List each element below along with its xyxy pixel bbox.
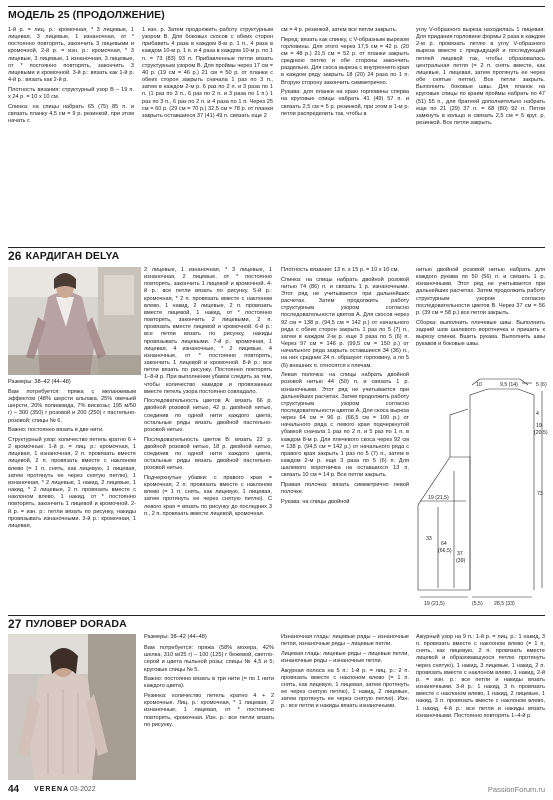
schema-label: 37 bbox=[457, 551, 463, 557]
paragraph: Спинка: на спицы набрать двойной розовой нитью 74 (86) п. и связать 1 р. изнаночными. Этот ряд не учитывается при дальнейших расчетах. Затем продолжить работу структурным узором согласно последовательности цветов А. Для скосов через 92 см = 138 р. (94,5 см = 142 р.) от начального ряда с обеих сторон закрыть 1 раз по 5 (7) п., затем в каждом 2-м р. еще 3 раза по 5 (6) п. Через 97 см = 146 р. (99,5 см = 150 р.) от начального ряда закрыть оставшиеся 34 (36) п., на них средние 24 п. образуют горловину, а по 5 (6) внешних п. относятся к плечам. bbox=[281, 276, 409, 369]
paragraph: Вам потребуется: пряжа (58% мохера, 42% шелка; 310 м/25 г) – 100 (125) г бежевой, светло-серой и цвета пыльной розы; спицы № 4,5 и 5; круговые спицы № 5. bbox=[144, 645, 274, 673]
section-header-model-26 bbox=[8, 247, 545, 264]
paragraph: Изнаночная гладь: лицевые ряды – изнаночные петли, изнаночные ряды – лицевые петли. bbox=[281, 634, 409, 648]
section1-column-4 bbox=[416, 27, 545, 130]
paragraph: Рукава: на спицы двойной bbox=[281, 498, 350, 505]
page-number: 44 bbox=[8, 784, 20, 795]
section3-column-1 bbox=[144, 634, 274, 731]
paragraph: Важно: постоянно вязать в две нити. bbox=[8, 427, 104, 434]
paragraph: Сборка: выполнить плечевые швы. Выполнить задний шов шалевого воротничка и пришить к вырезу спинки. Вшить рукава. Выполнить швы рукавов и боковые швы. bbox=[416, 319, 545, 348]
paragraph: Резинка: количество петель кратно 4 + 2 кромочные. Лиц. р.: кромочная, * 1 лицевая, 2 изнаночные, 1 лицевая, от * постоянно повторять, кромочная. Изн. р.: все петли вязать по рисунку. bbox=[144, 693, 274, 728]
paragraph: Рукава: для планки на краю горловины сперва на круговые спицы набрать 41 (49) 57 п. и связать 2,5 см = 5 р. резинкой, при этом в 1-м р. петли распределить так, чтобы в bbox=[281, 89, 409, 117]
paragraph: Ажурная полоса на 5 п.: 1-й р. = лиц. р.: 2 п. провязать вместе с наклоном влево (= 1 п. снять, как лицевую, 1 лицевая, затем протянуть ее через снятую петлю), 1 накид, 2 лицевые, затем протянуть ее через снятую петлю). Изн. р.: все петли и накиды вязать изнаночными. bbox=[281, 667, 409, 710]
paragraph: 1 изн. р. Затем продолжить работу структурным узором В. Для боковых скосов с обеих сторон прибавить 4 раза в каждом 8-м р. 1 п., 4 раза в каждом 10-м р. 1 п. и 4 раза в каждом 10-м р. по 1 п. = 73 (83) 93 п. Прибавленные петли вязать структурным узором В. Для проймы через 17 см = 40 р. (19 см = 46 р.) 21 см = 50 р. от планки с обеих сторон закрыть сначала 1 раз по 3 п., затем в каждом 2-м р. 6 раз по 2 п. и 3 раза по 1 п. (1 раз по 3 п., 6 раз по 2 п. и 3 раза по 1 п.) 1 раз по 3 п., 6 раз по 2 п. и 4 раза по 1 п. Через 25 см = 60 р. (29 см = 70 р.) 32,5 см = 78 р. от планки закрыть оставшиеся 37 (41) 49 п. связать еще 2 bbox=[142, 27, 273, 119]
paragraph: Вам потребуется: пряжа с меланжевым эффектом (48% шерсти альпака, 25% овечьей шерсти, 20% полиамида, 7% вискозы; 195 м/50 г) – 300 (350) г розовой и 200 (250) г пастельно-розовой; спицы № 6. bbox=[8, 389, 136, 424]
schema-label: (66,5) bbox=[438, 548, 452, 554]
schema-label: 19 (21,5) bbox=[424, 601, 445, 607]
schema-label: (39) bbox=[456, 558, 466, 564]
schema-label: 64 bbox=[441, 541, 447, 547]
sizes-label: Размеры: 38–42 (44–48) bbox=[8, 379, 71, 385]
paragraph: углу V-образного выреза находилась 1 лицевая. Для придания горловине формы 2 раза в каждом 2-м р. провязать петлю в углу V-образного выреза вместе с предыдущей и последующей петлей лицевой так, чтобы образовалась центральная петля (= 2 п. снять вместе, как лицевые, 1 лицевая, затем протянуть ее через обе снятые петли). Все петли закрыть. Выполнить боковые швы. Для планок на круговые спицы по краям проймы набрать по 47 (51) 55 п., для братеей дополнительно набрать еще по 21 (29) 37 п. = 68 (80) 92 п. Петли замкнуть в кольцо и связать 2,5 см = 5 круг. р. резинкой. Все петли закрыть. bbox=[416, 27, 545, 127]
model-number: 26 bbox=[8, 249, 22, 263]
paragraph: Спинка: на спицы набрать 65 (75) 85 п. и связать планку 4,5 см = 9 р. резинкой, при этом начать с bbox=[8, 103, 134, 124]
paragraph: 2 лицевые, 1 изнаночная, * 3 лицевые, 1 изнаночная, 2 лицевые, от * постоянно повторять, закончить 1 лицевой и кромочной. 4-й р.: все петли вязать по рисунку. 5-й р.: кромочная, * 2 п. провязать вместе с наклоном влево, 1 накид, 2 лицевые, 2 п. провязать вместе лицевой, 1 накид, от * постоянно повторять, закончить 2 лицевыми, 2 п. провязать вместе лицевой и кромочной. 6-й р.: все петли вязать по рисунку, накиды провязывать лицевыми. 7-й р.: кромочная, 1 лицевая, 4 изнаночные, * 2 лицевые, 4 изнаночные, от * постоянно повторять, закончить 1 лицевой и кромочной. 8-й р.: все петли вязать по рисунку. Постоянно повторять 1–8-й р. При выполнении убавок следить за тем, чтобы количество накидов и провязанных вместе петель узора постоянно совпадало. bbox=[144, 267, 272, 395]
section1-column-3 bbox=[281, 27, 409, 120]
section-title: КАРДИГАН DELYA bbox=[25, 250, 120, 262]
section1-column-2 bbox=[142, 27, 273, 123]
paragraph: Подчеркнутые убавки: с правого края = кромочная, 2 п. провязать вместе с наклоном влево (= 1 п. снять, как лицевую, 1 лицевая, затем протянуть ее через снятую петлю). С левого края = вязать по рисунку до последних 3 п., 2 п. провязать вместе лицевой, кромочная. bbox=[144, 474, 272, 517]
paragraph: Плотность вязания: структурный узор В – 19 п. х 24 р. = 10 х 10 см. bbox=[8, 86, 134, 100]
paragraph: см = 4 р. резинкой, затем все петли закрыть. bbox=[281, 27, 398, 33]
schema-label: 73 bbox=[537, 491, 543, 497]
schema-label: 4 bbox=[536, 411, 539, 417]
cardigan-schema-diagram bbox=[410, 375, 550, 615]
section-header-model-27 bbox=[8, 615, 545, 632]
issue-number: 03·2022 bbox=[70, 786, 96, 793]
section-header-model-25 bbox=[8, 6, 545, 23]
pullover-photo bbox=[8, 634, 136, 780]
section2-column-2 bbox=[144, 267, 272, 520]
section-title: ПУЛОВЕР DORADA bbox=[25, 618, 127, 630]
model-number: 27 bbox=[8, 617, 22, 631]
paragraph: Важно: постоянно вязать в три нити (= по 1 нити каждого цвета). bbox=[144, 676, 274, 690]
section2-column-3 bbox=[281, 267, 409, 509]
schema-label: (20,5) bbox=[534, 430, 548, 436]
schema-label: 28,5 (33) bbox=[494, 601, 515, 607]
schema-label: 33 bbox=[426, 536, 432, 542]
paragraph: Лицевая гладь: лицевые ряды – лицевые петли, изнаночные ряды – изнаночные петли. bbox=[281, 650, 409, 664]
cardigan-photo bbox=[8, 267, 141, 375]
section2-column-4 bbox=[416, 267, 545, 351]
paragraph: Последовательность цветов В: вязать 22 р. двойной розовой нитью, 18 р. двойной нитью, соединив по одной нити каждого цвета, остальные ряды вязать двойной пастельно-розовой нитью. bbox=[144, 436, 272, 472]
paragraph: Левая полочка: на спицы набрать двойной розовой нитью 44 (50) п. и связать 1 р. изнаночными. Этот ряд не учитывается при дальнейших расчетах. Затем продолжить работу структурным узором согласно последовательности цветов А. Для скоса выреза через 64 см = 96 р. (66,5 см = 100 р.) от начального ряда с левого края подчеркнутой убавкой сначала 1 раз по 2 п. и 5 раз по 1 п. в каждом 8-м р. Для плечевого скоса через 92 см = 138 р. (94,5 см = 142 р.) от начального ряда с правого края закрыть 1 раз по 5 (7) п., затем в каждом 2-м р. еще 3 раза по 5 (6) п. Для шалевого воротничка на оставшихся 13 п. связать 10 см = 14 р. Все петли закрыть. bbox=[281, 372, 409, 479]
paragraph: Структурный узор: количество петель кратно 6 + 2 кромочные. 1-й р. = лиц. р.: кромочная, 1 лицевая, 1 изнаночная, 2 п. провязать вместе лицевой, 2 п. провязать вместе с наклоном влево (= 1 п. снять, как лицевую, 1 лицевая, затем протянуть ее через снятую петлю), 1 изнаночная, * 2 лицевые, 1 накид, 2 лицевые, 1 накид, * 2 лицевые, 2 п. провязать вместе с наклоном влево, 1 накид, от * постоянно повторять, закончить 1 лицевой и кромочной. 2-й р. = изн. р.: петли вязать по рисунку, накиды провязывать изнаночными. 3-й р.: кромочная, 1 лицевая, bbox=[8, 436, 136, 529]
sizes-label: Размеры: 38–42 (44–48) bbox=[144, 634, 207, 640]
schema-label: (5,5) bbox=[472, 601, 483, 607]
schema-label: 10 bbox=[476, 382, 482, 388]
paragraph: Последовательность цветов А: вязать 66 р. двойной розовой нитью, 42 р. двойной нитью, соединив по одной нити каждого цвета, остальные ряды вязать двойной пастельно-розовой нитью. bbox=[144, 398, 272, 433]
paragraph: Плотность вязания: 13 п. х 15 р. = 10 х 10 см. bbox=[281, 267, 400, 273]
schema-label: 19 (21,5) bbox=[428, 495, 449, 501]
paragraph: Перед: вязать как спинку, с V-образным вырезом горловины. Для этого через 17,5 см = 42 р. (20 см = 48 р.) 21,5 см = 52 р. от планки закрыть среднюю петлю и обе стороны закончить раздельно. Для скоса выреза с внутреннего края в каждом ряду закрыть 18 (20) 24 раза по 1 п. Вторую сторону закончить симметрично. bbox=[281, 36, 409, 86]
section3-column-3 bbox=[416, 634, 545, 722]
paragraph: нитью двойной розовой нитью набрать для каждого рукава по 50 (56) п. и связать 1 р. изнаночными. Этот ряд не учитывается при дальнейших расчетах. Затем продолжить работу структурным узором согласно последовательности цветов В. Через 37 см = 56 р. (39 см = 58 р.) все петли закрыть. bbox=[416, 267, 545, 316]
section2-column-1 bbox=[8, 389, 136, 532]
watermark: PassionForum.ru bbox=[487, 785, 545, 794]
magazine-name: VERENA bbox=[34, 786, 70, 793]
schema-label: 19 bbox=[536, 423, 542, 429]
schema-label: 9,5 (14) bbox=[500, 382, 518, 388]
schema-label: 5 (6) bbox=[536, 382, 547, 388]
paragraph: Ажурный узор на 9 п.: 1-й р. = лиц. р.: 1 накид, 3 п. провязать вместе с наклоном влево (= 1 п. снять, как лицевую, 2 п. провязать вместе лицевой и образовавшуюся петлю протянуть через снятую), 1 накид, 3 лицевые, 1 накид, 2 п. провязать вместе с наклоном влево, 1 накид, 2-й р. = изн. р.: все петли и накиды вязать изнаночными. 3-й р.: 1 накид, 3 п. провязать вместе с наклоном влево, 1 накид, 2 лицевые, 1 накид, 3 п. провязать вместе с наклоном влево, 1 накид, 4-й р.: все петли и накиды вязать изнаночными. Постоянно повторять 1–4-й р. bbox=[416, 634, 545, 719]
section1-column-1 bbox=[8, 27, 134, 128]
section3-column-2 bbox=[281, 634, 409, 713]
page-footer bbox=[8, 784, 545, 796]
paragraph: 1-й р. = лиц. р.: кромочная, * 3 лицевые, 1 лицевая, 3 лицевые, 1 изнаночная, от * постоянно повторять, закончить 3 лицевыми и кромочной, 2-й р. = изн. р.: кромочная, * 3 лицевые, 3 лицевые, 1 изнаночная, 3 лицевые, от * постоянно повторять, закончить 3 лицевыми и кромочной. 3-й р.: вязать как 1-й р. 4-й р.: вязать как 2-й р. bbox=[8, 27, 134, 84]
paragraph: Правая полочка: вязать симметрично левой полочке. bbox=[281, 482, 409, 496]
section-title: МОДЕЛЬ 25 (ПРОДОЛЖЕНИЕ) bbox=[8, 9, 165, 21]
